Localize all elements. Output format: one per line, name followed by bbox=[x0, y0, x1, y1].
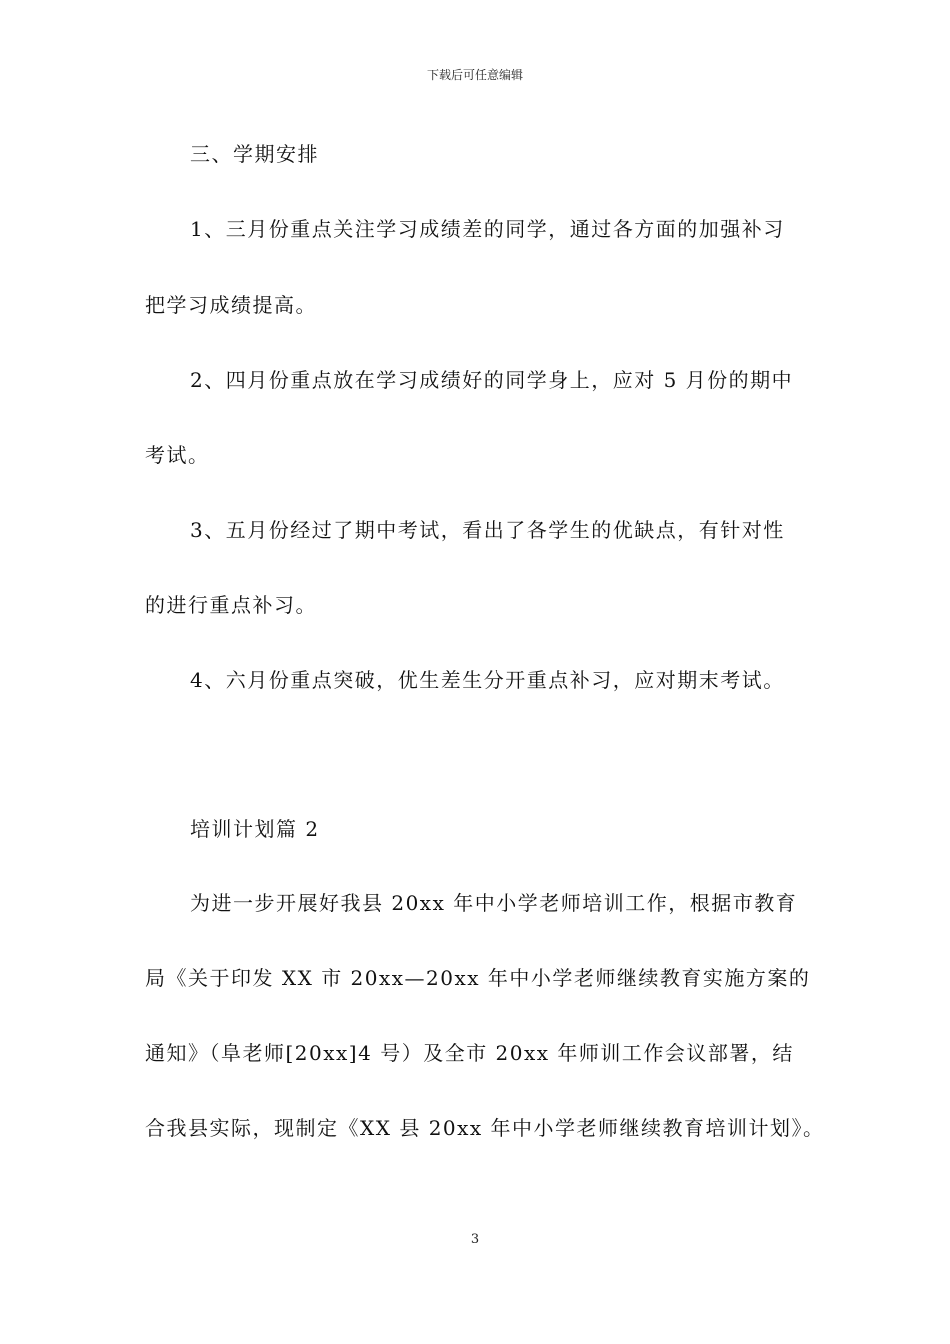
paragraph-line-2: 局《关于印发 XX 市 20xx—20xx 年中小学老师继续教育实施方案的 bbox=[145, 966, 811, 990]
item-2-line-2: 考试。 bbox=[145, 443, 210, 467]
item-3-line-2: 的进行重点补习。 bbox=[145, 593, 317, 617]
section-heading: 三、学期安排 bbox=[190, 142, 319, 166]
item-4-line-1: 4、六月份重点突破，优生差生分开重点补习，应对期末考试。 bbox=[190, 668, 785, 692]
item-1-line-1: 1、三月份重点关注学习成绩差的同学，通过各方面的加强补习 bbox=[190, 217, 785, 241]
item-2-line-1: 2、四月份重点放在学习成绩好的同学身上，应对 5 月份的期中 bbox=[190, 368, 794, 392]
paragraph-line-4: 合我县实际，现制定《XX 县 20xx 年中小学老师继续教育培训计划》。 bbox=[145, 1116, 825, 1140]
item-3-line-1: 3、五月份经过了期中考试，看出了各学生的优缺点，有针对性 bbox=[190, 518, 785, 542]
paragraph-line-1: 为进一步开展好我县 20xx 年中小学老师培训工作，根据市教育 bbox=[190, 891, 798, 915]
page-header: 下载后可任意编辑 bbox=[426, 68, 523, 82]
item-1-line-2: 把学习成绩提高。 bbox=[145, 293, 317, 317]
page-number: 3 bbox=[470, 1232, 480, 1247]
plan-title: 培训计划篇 2 bbox=[190, 817, 320, 841]
paragraph-line-3: 通知》（阜老师[20xx]4 号）及全市 20xx 年师训工作会议部署，结 bbox=[145, 1041, 794, 1065]
